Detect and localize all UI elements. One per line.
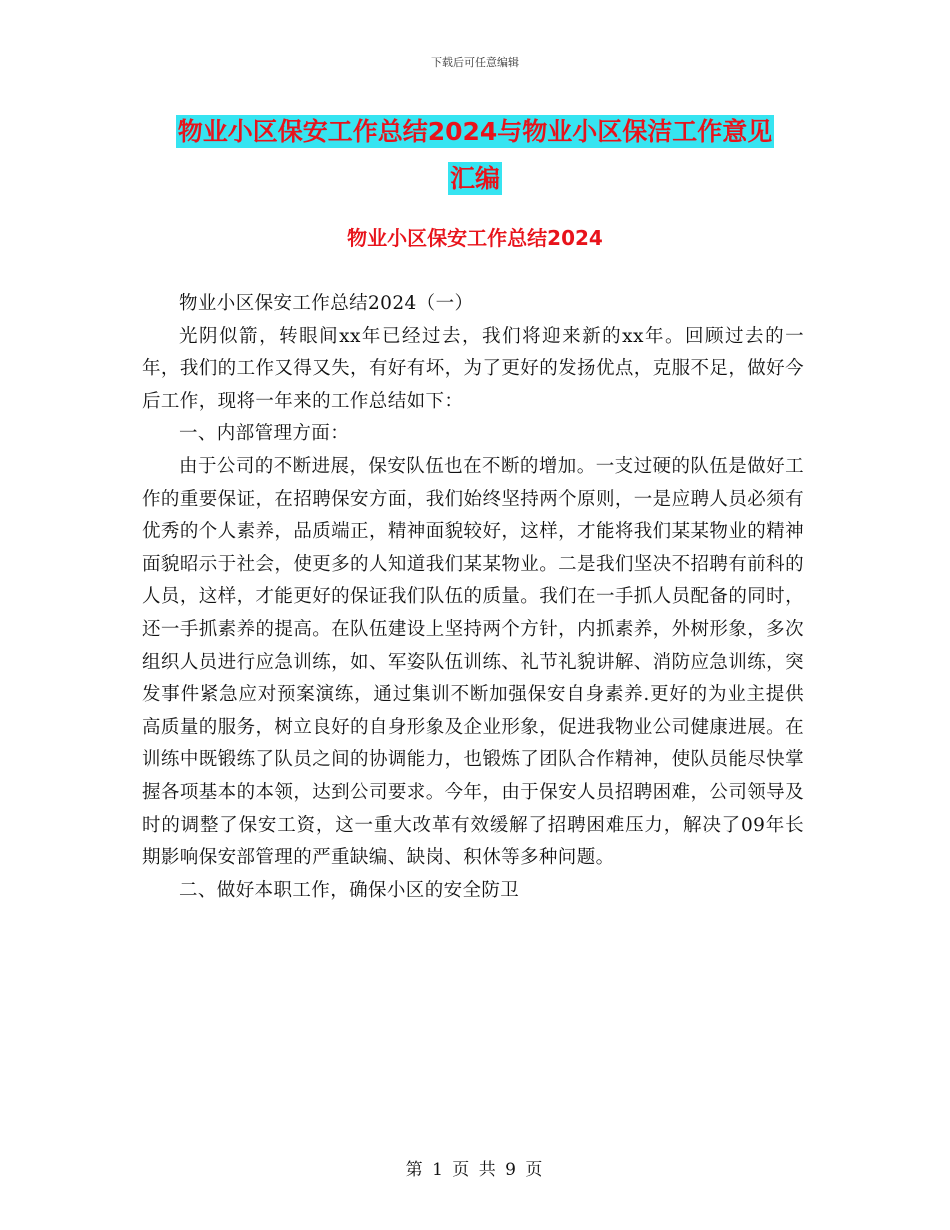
paragraph-internal-management: 由于公司的不断进展，保安队伍也在不断的增加。一支过硬的队伍是做好工作的重要保证，在招聘保安方面，我们始终坚持两个原则，一是应聘人员必须有优秀的个人素养，品质端正，精神面貌较好，这样，才能将我们某某物业的精神面貌昭示于社会，使更多的人知道我们某某物业。二是我们坚决不招聘有前科的人员，这样，才能更好的保证我们队伍的质量。我们在一手抓人员配备的同时，还一手抓素养的提高。在队伍建设上坚持两个方针，内抓素养，外树形象，多次组织人员进行应急训练，如、军姿队伍训练、礼节礼貌讲解、消防应急训练，突发事件紧急应对预案演练，通过集训不断加强保安自身素养.更好的为业主提供高质量的服务，树立良好的自身形象及企业形象，促进我物业公司健康进展。在训练中既锻练了队员之间的协调能力，也锻炼了团队合作精神，使队员能尽快掌握各项基本的本领，达到公司要求。今年，由于保安人员招聘困难，公司领导及时的调整了保安工资，这一重大改革有效缓解了招聘困难压力，解决了09年长期影响保安部管理的严重缺编、缺岗、积休等多种问题。 <box>142 455 804 869</box>
title-line-2: 汇编 <box>449 164 500 193</box>
paragraph-intro: 光阴似箭，转眼间xx年已经过去，我们将迎来新的xx年。回顾过去的一年，我们的工作又得又失，有好有坏，为了更好的发扬优点，克服不足，做好今后工作，现将一年来的工作总结如下： <box>142 325 804 412</box>
section-title: 物业小区保安工作总结2024 <box>347 226 603 250</box>
paragraph-heading-1: 一、内部管理方面： <box>179 423 350 445</box>
paragraph-heading-2: 二、做好本职工作，确保小区的安全防卫 <box>179 879 520 901</box>
page-footer: 第 1 页 共 9 页 <box>405 1160 545 1180</box>
document-title <box>0 108 950 202</box>
header-note: 下载后可任意编辑 <box>431 56 519 69</box>
paragraph-subtitle: 物业小区保安工作总结2024（一） <box>179 293 474 314</box>
title-line-1: 物业小区保安工作总结2024与物业小区保洁工作意见 <box>177 117 773 146</box>
body-text <box>142 288 804 907</box>
